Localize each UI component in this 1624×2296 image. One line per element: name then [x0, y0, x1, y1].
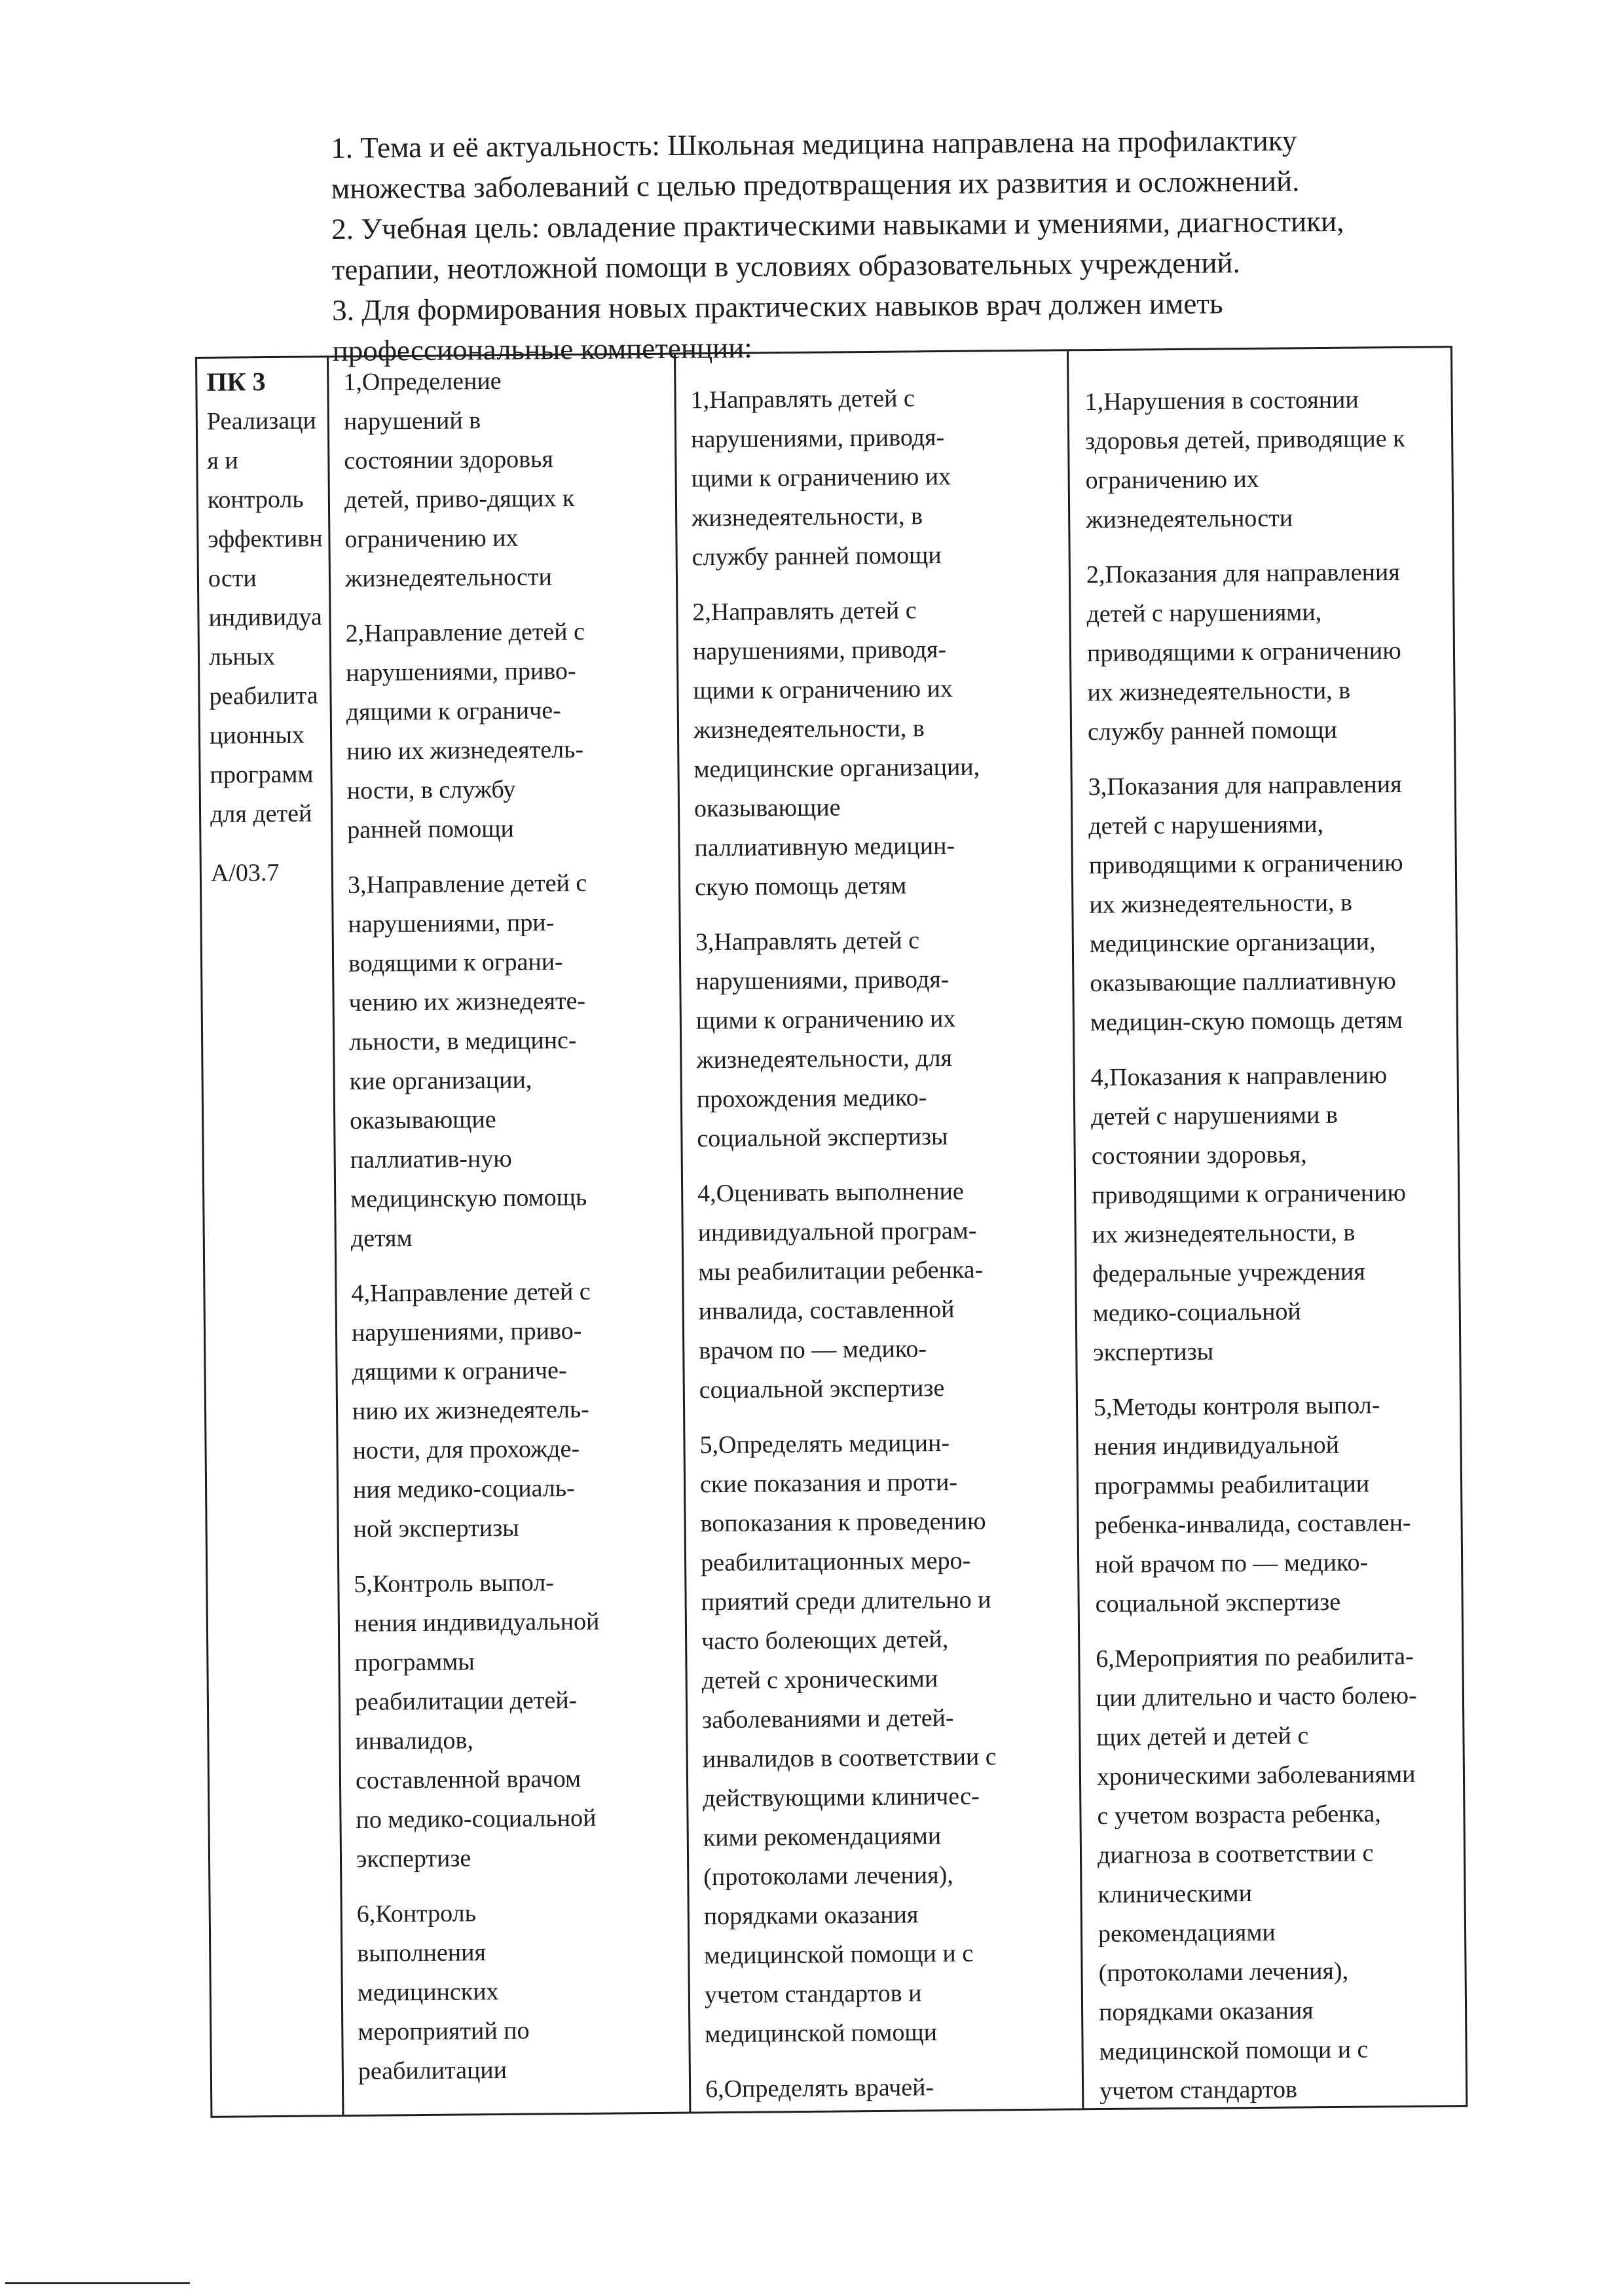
intro-text	[331, 118, 1485, 371]
actions-column	[327, 355, 689, 2115]
skill-item: 4,Оценивать выполнение индивидуальной програм- мы реабилитации ребенка- инвалида, составленной врачом по — медико- социальной экспертизе	[697, 1177, 984, 1404]
action-item: 2,Направление детей с нарушениями, приво- дящими к ограниче- нию их жизнедеятель- ности, в службу ранней помощи	[345, 617, 585, 844]
skill-item: 6,Определять врачей-	[705, 2073, 934, 2104]
skill-item: 5,Определять медицин- ские показания и проти- вопоказания к проведению реабилитационных меро- приятий среди длительно и часто болеющих детей, детей с хроническими заболеваниями и детей- инвалидов в соответствии с действующими клиничес- кими рекомендациями (протоколами лечения), порядками оказания медицинской помощи и с учетом стандартов и медицинской помощи	[699, 1429, 997, 2049]
competency-code: ПК 3	[206, 367, 266, 397]
intro-line-goal-cont: терапии, неотложной помощи в условиях образовательных учреждений.	[331, 246, 1240, 286]
knowledge-item: 1,Нарушения в состоянии здоровья детей, приводящие к ограничению их жизнедеятельности	[1084, 386, 1405, 534]
skills-column	[674, 351, 1082, 2111]
action-item: 4,Направление детей с нарушениями, приво- дящими к ограниче- нию их жизнедеятель- ности, для прохожде- ния медико-социаль- ной экспертизы	[351, 1277, 591, 1543]
knowledge-item: 2,Показания для направления детей с нарушениями, приводящими к ограничению их жизнедеятельности, в службу ранней помощи	[1086, 558, 1401, 746]
footnote-divider	[5, 2282, 190, 2284]
knowledge-item: 5,Методы контроля выпол- нения индивидуальной программы реабилитации ребенка-инвалида, составлен- ной врачом по — медико- социальной экспертизе	[1093, 1391, 1411, 1618]
skill-item: 3,Направлять детей с нарушениями, приводя- щими к ограничению их жизнедеятельности, для прохождения медико- социальной экспертизы	[695, 926, 956, 1153]
action-item: 1,Определение нарушений в состоянии здоровья детей, приво-дящих к ограничению их жизнедеятельности	[343, 367, 575, 593]
knowledge-column	[1067, 348, 1466, 2108]
intro-line-topic: 1. Тема и её актуальность: Школьная медицина направлена на профилактику	[331, 124, 1297, 164]
competency-column	[197, 357, 342, 2116]
competency-name: Реализаци я и контроль эффективн ости индивидуа льных реабилита ционных программ для детей	[206, 407, 323, 828]
intro-line-goal: 2. Учебная цель: овладение практическими навыками и умениями, диагностики,	[331, 204, 1344, 246]
skill-item: 1,Направлять детей с нарушениями, приводя- щими к ограничению их жизнедеятельности, в службу ранней помощи	[690, 384, 951, 572]
knowledge-item: 4,Показания к направлению детей с нарушениями в состоянии здоровья, приводящими к ограничению их жизнедеятельности, в федеральные учреждения медико-социальной экспертизы	[1090, 1061, 1407, 1367]
action-item: 5,Контроль выпол- нения индивидуальной программы реабилитации детей- инвалидов, составленной врачом по медико-социальной экспертизе	[354, 1569, 600, 1873]
function-code: A/03.7	[210, 858, 280, 887]
skill-item: 2,Направлять детей с нарушениями, приводя- щими к ограничению их жизнедеятельности, в медицинские организации, оказывающие паллиативную медицин- скую помощь детям	[692, 596, 980, 902]
intro-line-skills: 3. Для формирования новых практических навыков врач должен иметь	[331, 287, 1223, 327]
knowledge-item: 6,Мероприятия по реабилита- ции длительно и часто болею- щих детей и детей с хроническими заболеваниями с учетом возраста ребенка, диагноза в соответствии с клиническими рекомендациями (протоколами лечения), порядками оказания медицинской помощи и с учетом стандартов	[1096, 1642, 1417, 2105]
action-item: 6,Контроль выполнения медицинских мероприятий по реабилитации	[356, 1899, 530, 2085]
competency-table	[195, 346, 1467, 2118]
action-item: 3,Направление детей с нарушениями, при- водящими к ограни- чению их жизнедеяте- льности, в медицинс- кие организации, оказывающие паллиатив-ную медицинскую помощь детям	[347, 869, 587, 1252]
intro-line-skills-cont: профессиональные компетенции:	[332, 331, 752, 367]
intro-line-topic-cont: множества заболеваний с целью предотвращения их развития и осложнений.	[331, 164, 1300, 205]
knowledge-item: 3,Показания для направления детей с нарушениями, приводящими к ограничению их жизнедеятельности, в медицинские организации, оказывающие паллиативную медицин-скую помощь детям	[1088, 770, 1403, 1037]
